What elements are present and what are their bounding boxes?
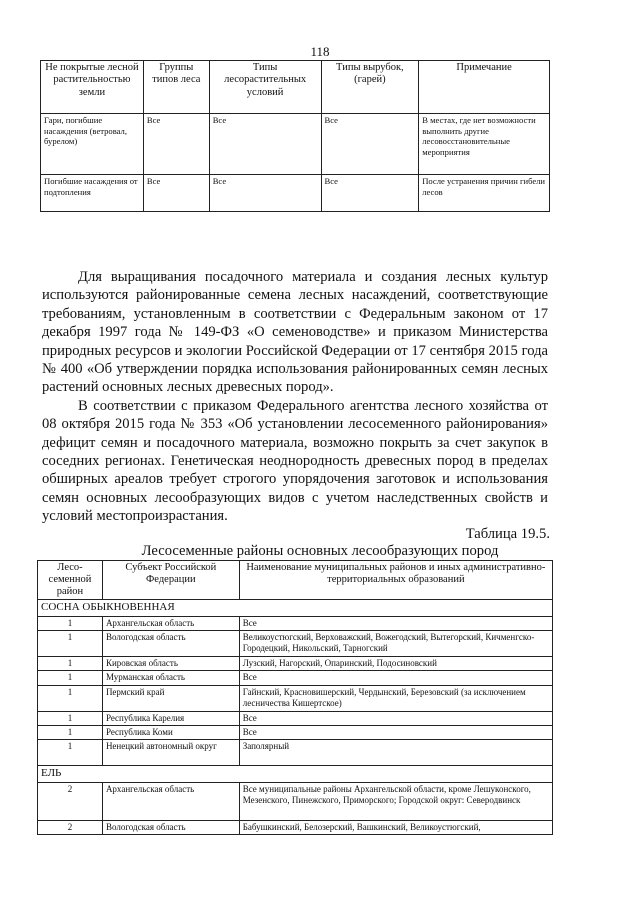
table-cell: Кировская область [102,657,239,671]
table1-header: Не покрытые лесной растительностью земли [41,61,144,114]
table-row [41,175,550,212]
paragraph: Для выращивания посадочного материала и создания лесных культур используются районированные семена лесных насаждений, соответствующие требованиям, установленным в соответствии с Федеральным законом от 17 декабря 1997 года № 149-ФЗ «О семеноводстве» и приказом Министерства природных ресурсов и экологии Российской Федерации от 17 сентября 2015 года № 400 «Об утверждении порядка использования районированных семян лесных растений основных лесных древесных пород». [42,269,548,396]
table-row [38,616,553,630]
table-row [38,782,553,820]
table-cell: Вологодская область [102,820,239,834]
table-cell: Все [321,175,419,212]
table2-header: Субъект Российской Федерации [102,561,239,600]
table-cell: 2 [38,820,103,834]
section-row: СОСНА ОБЫКНОВЕННАЯ [38,600,553,617]
table-row [38,685,553,711]
table-row [38,671,553,685]
table-cell: Все [143,175,209,212]
table-cell: Все [239,711,552,725]
table-cell: Все [239,616,552,630]
table-row [38,631,553,657]
table-title: Лесосеменные районы основных лесообразующих пород [141,543,499,559]
table-cell: Бабушкинский, Белозерский, Вашкинский, Великоустюгский, [239,820,552,834]
table-cell: Лузский, Нагорский, Опаринский, Подосиновский [239,657,552,671]
table-row [38,820,553,834]
table-cell: Гари, погибшие насаждения (ветровал, бурелом) [41,114,144,175]
table-cell: 1 [38,711,103,725]
table-cell: В местах, где нет возможности выполнить другие лесовосстановительные мероприятия [419,114,550,175]
page-number: 118 [310,44,330,59]
table-cell: 1 [38,631,103,657]
table-cell: 1 [38,671,103,685]
forest-lands-table [40,60,550,212]
table-cell: Все [209,175,321,212]
table1-header: Примечание [419,61,550,114]
table1-header: Типы вырубок, (гарей) [321,61,419,114]
table-row [41,114,550,175]
table-cell: Республика Карелия [102,711,239,725]
table-row [38,711,553,725]
table-cell: Все муниципальные районы Архангельской области, кроме Лешуконского, Мезенского, Пинежского, Приморского; Городской округ: Северодвинск [239,782,552,820]
table-row [38,657,553,671]
table1-header: Типы лесорастительных условий [209,61,321,114]
table-caption: Таблица 19.5. [465,526,550,542]
table-cell: Ненецкий автономный округ [102,740,239,766]
table-cell: Великоустюгский, Верховажский, Вожегодский, Вытегорский, Кичменгско-Городецкий, Никольский, Тарногский [239,631,552,657]
table-cell: Вологодская область [102,631,239,657]
body-text [42,268,548,526]
table-cell: Все [239,725,552,739]
table-cell: Заполярный [239,740,552,766]
table-cell: Архангельская область [102,616,239,630]
table-cell: После устранения причин гибели лесов [419,175,550,212]
table-cell: Все [209,114,321,175]
table-cell: Все [321,114,419,175]
table-row [38,725,553,739]
table-cell: Республика Коми [102,725,239,739]
table-cell: 2 [38,782,103,820]
section-row: ЕЛЬ [38,766,553,783]
table1-header: Группы типов леса [143,61,209,114]
table-cell: Гайнский, Красновишерский, Чердынский, Березовский (за исключением лесничества Кишертское) [239,685,552,711]
table-cell: Все [239,671,552,685]
table2-header: Наименование муниципальных районов и иных административно-территориальных образований [239,561,552,600]
table-cell: Все [143,114,209,175]
table-row [38,740,553,766]
table-cell: Архангельская область [102,782,239,820]
table-cell: 1 [38,685,103,711]
seed-regions-table [37,560,553,835]
table-cell: 1 [38,616,103,630]
table-cell: Пермский край [102,685,239,711]
table-cell: 1 [38,740,103,766]
table2-header: Лесо-семенной район [38,561,103,600]
table-cell: Погибшие насаждения от подтопления [41,175,144,212]
table-cell: 1 [38,725,103,739]
paragraph: В соответствии с приказом Федерального агентства лесного хозяйства от 08 октября 2015 года № 353 «Об установлении лесосеменного районирования» дефицит семян и посадочного материала, возможно покрыть за счет закупок в соседних регионах. Генетическая неоднородность древесных пород в пределах обширных ареалов требует строгого упорядочения заготовок и использования семян основных лесообразующих видов с учетом наследственных свойств и условий местопроизрастания. [42,397,548,525]
table-cell: 1 [38,657,103,671]
table-cell: Мурманская область [102,671,239,685]
